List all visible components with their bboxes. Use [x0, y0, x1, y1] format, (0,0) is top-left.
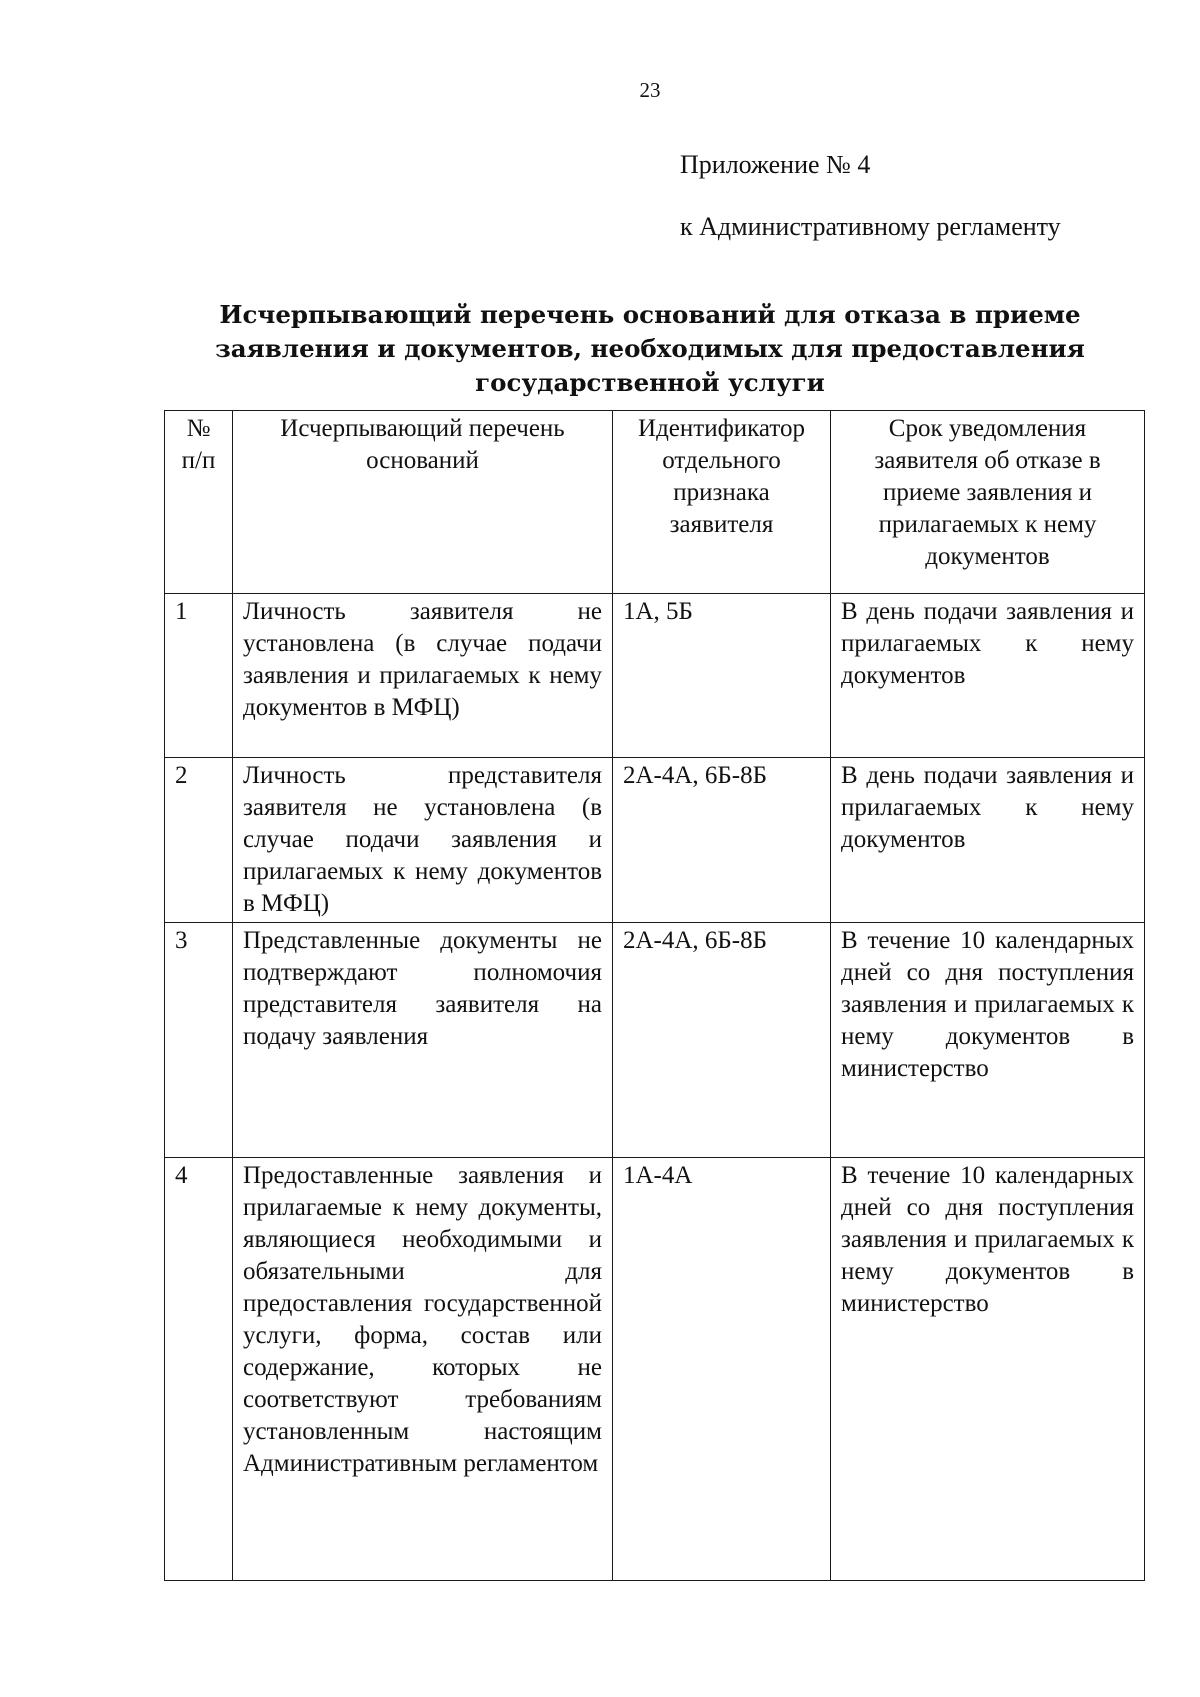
row-number: 2 — [165, 758, 233, 923]
header-number: № п/п — [165, 411, 233, 594]
row-number: 4 — [165, 1158, 233, 1581]
table-header-row — [165, 411, 1145, 594]
header-notification-term: Срок уведомления заявителя об отказе в приеме заявления и прилагаемых к нему документов — [831, 411, 1145, 594]
document-heading: Исчерпывающий перечень оснований для отказа в приеме заявления и документов, необходимых для предоставления государственной услуги — [215, 300, 1085, 397]
row-identifier: 1А, 5Б — [613, 594, 831, 758]
row-identifier: 1А-4А — [613, 1158, 831, 1581]
row-identifier: 2А-4А, 6Б-8Б — [613, 758, 831, 923]
table-row — [165, 1158, 1145, 1581]
header-reasons: Исчерпывающий перечень оснований — [233, 411, 613, 594]
table-row — [165, 758, 1145, 923]
header-identifier: Идентификатор отдельного признака заявителя — [613, 411, 831, 594]
row-number: 1 — [165, 594, 233, 758]
row-term: В течение 10 календарных дней со дня поступления заявления и прилагаемых к нему документов в министерство — [831, 923, 1145, 1158]
row-number: 3 — [165, 923, 233, 1158]
row-reason: Предоставленные заявления и прилагаемые к нему документы, являющиеся необходимыми и обязательными для предоставления государственной услуги, форма, состав или содержание, которых не соответствуют требованиям установленным настоящим Административным регламентом — [233, 1158, 613, 1581]
row-identifier: 2А-4А, 6Б-8Б — [613, 923, 831, 1158]
refusal-reasons-table — [164, 410, 1145, 1581]
row-reason: Личность представителя заявителя не установлена (в случае подачи заявления и прилагаемых к нему документов в МФЦ) — [233, 758, 613, 923]
row-term: В день подачи заявления и прилагаемых к нему документов — [831, 594, 1145, 758]
table-row — [165, 923, 1145, 1158]
appendix-title: Приложение № 4 — [680, 150, 871, 179]
page-number: 23 — [639, 78, 661, 102]
table-row — [165, 594, 1145, 758]
row-reason: Представленные документы не подтверждают полномочия представителя заявителя на подачу заявления — [233, 923, 613, 1158]
row-term: В течение 10 календарных дней со дня поступления заявления и прилагаемых к нему документов в министерство — [831, 1158, 1145, 1581]
row-reason: Личность заявителя не установлена (в случае подачи заявления и прилагаемых к нему документов в МФЦ) — [233, 594, 613, 758]
row-term: В день подачи заявления и прилагаемых к нему документов — [831, 758, 1145, 923]
appendix-subtitle: к Административному регламенту — [680, 212, 1061, 241]
